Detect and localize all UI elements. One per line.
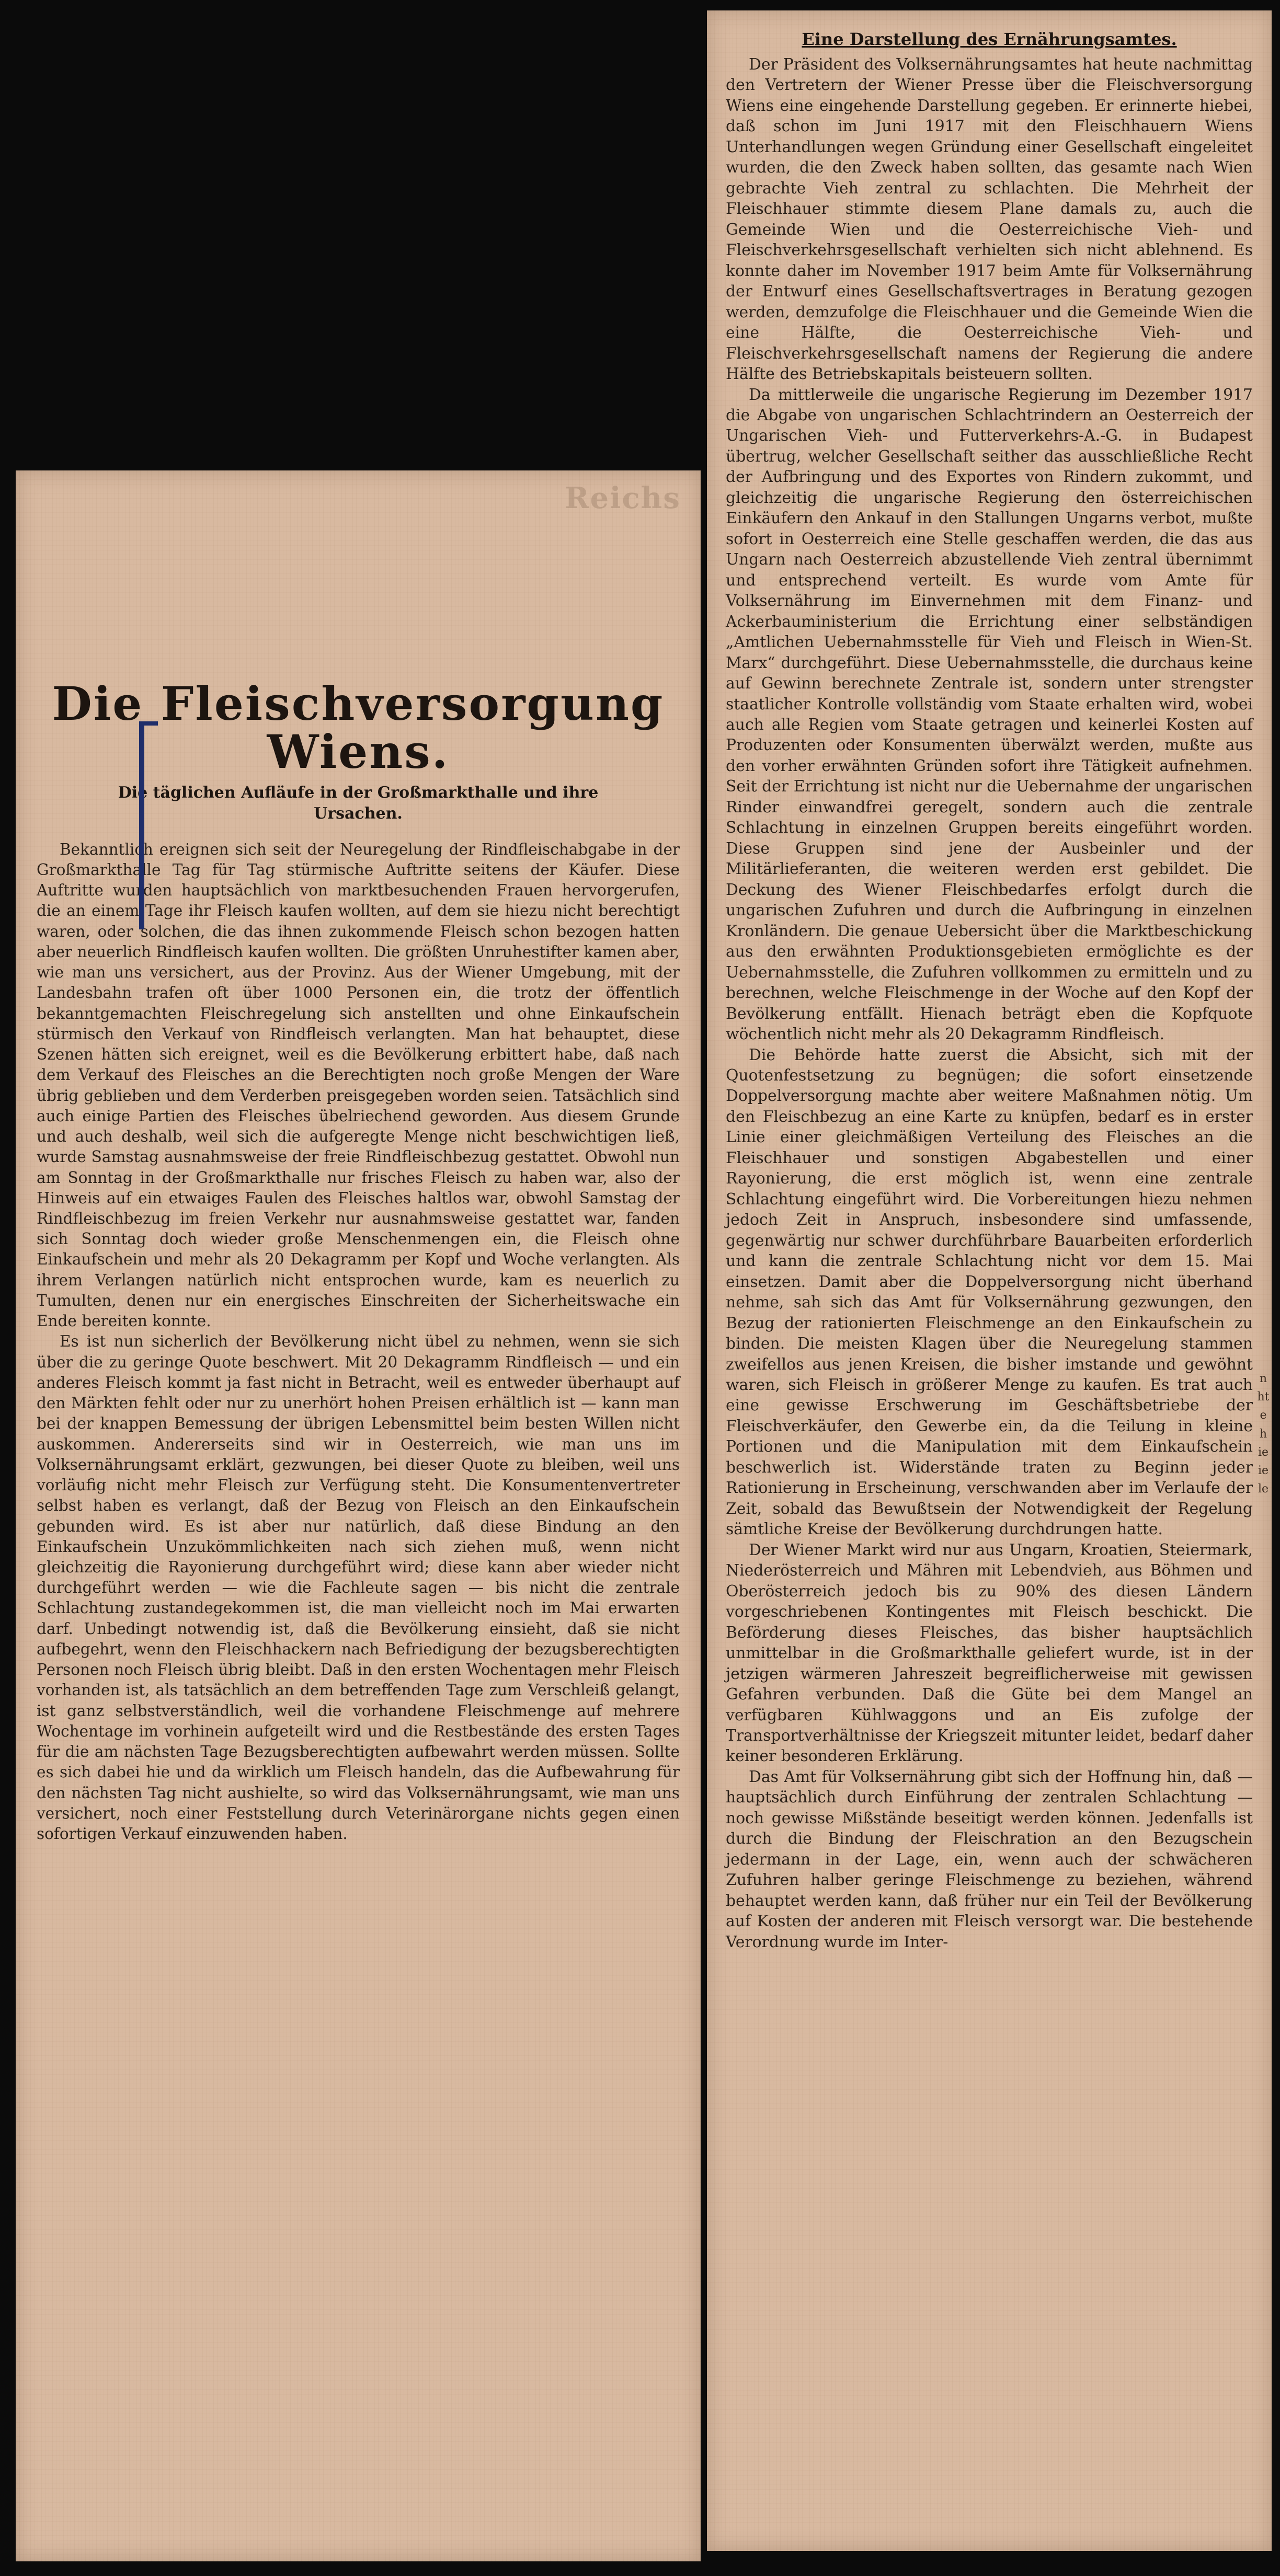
left-paragraph-2: Es ist nun sicherlich der Bevölkerung nicht übel zu nehmen, wenn sie sich über die zu geringe Quote beschwert. Mit 20 Dekagramm Rindfleisch — und ein anderes Fleisch kommt ja fast nicht in Betracht, weil es entweder überhaupt auf den Märkten fehlt oder nur zu unerhört hohen Preisen erhältlich ist — kann man bei der knappen Bemessung der übrigen Lebensmittel beim besten Willen nicht auskommen. Andererseits sind wir in Oesterreich, wie man uns im Volksernährungsamt erklärt, gezwungen, bei dieser Quote zu bleiben, weil uns vorläufig nicht mehr Fleisch zur Verfügung steht. Die Konsumentenvertreter selbst haben es verlangt, daß der Bezug von Fleisch an den Einkaufschein gebunden wird. Es ist aber nur natürlich, daß diese Bindung an den Einkaufschein Unzukömmlichkeiten nach sich ziehen muß, wenn nicht gleichzeitig die Rayonierung durchgeführt wird; diese kann aber wieder nicht durchgeführt werden — wie die Fachleute sagen — bis nicht die zentrale Schlachtung zustandegekommen ist, die man vielleicht noch im Mai erwarten darf. Unbedingt notwendig ist, daß die Bevölkerung einsieht, daß sie nicht aufbegehrt, wenn den Fleischhackern nach Befriedigung der bezugsberechtigten Personen noch Fleisch übrig bleibt. Daß in den ersten Wochentagen mehr Fleisch vorhanden ist, als tatsächlich an dem betreffenden Tage zum Verschleiß gelangt, ist ganz selbstverständlich, weil die vorhandene Fleischmenge auf mehrere Wochentage im vorhinein aufgeteilt wird und die Restbestände des ersten Tages für die am nächsten Tage Bezugsberechtigten aufbewahrt werden müssen. Sollte es sich dabei hie und da wirklich um Fleisch handeln, das die Aufbewahrung für den nächsten Tag nicht aushielte, so wird das Volksernährungsamt, wie man uns versichert, noch einer Feststellung durch Veterinärorgane nichts gegen einen sofortigen Verkauf einzuwenden haben. (37, 1332, 680, 1843)
left-column-body (37, 840, 680, 1844)
margin-fragment: ht (1257, 1390, 1270, 1404)
margin-fragment: e (1260, 1409, 1267, 1422)
section-heading: Eine Darstellung des Ernährungsamtes. (802, 29, 1177, 49)
right-column-body (726, 54, 1253, 1952)
article-title-line-1: Die Fleischversorgung (52, 676, 665, 731)
article-title-line-2: Wiens. (267, 724, 450, 779)
article-subtitle: Die täglichen Aufläufe in der Großmarkthalle und ihre Ursachen. (118, 783, 599, 823)
newspaper-clipping-right (707, 10, 1272, 2551)
margin-fragment: ie (1258, 1445, 1269, 1459)
right-paragraph-4: Der Wiener Markt wird nur aus Ungarn, Kroatien, Steiermark, Niederösterreich und Mähren mit Lebendvieh, aus Böhmen und Oberösterreich jedoch bis zu 90% des diesen Ländern vorgeschriebenen Kontingentes mit Fleisch beschickt. Die Beförderung dieses Fleisches, das bisher hauptsächlich unmittelbar in die Großmarkthalle geliefert wurde, ist in der jetzigen wärmeren Jahreszeit begreiflicherweise mit gewissen Gefahren verbunden. Daß die Güte bei dem Mangel an verfügbaren Kühlwaggons und an Eis zufolge der Transportverhältnisse der Kriegszeit mitunter leidet, bedarf daher keiner besonderen Erklärung. (726, 1540, 1253, 1766)
right-paragraph-1: Der Präsident des Volksernährungsamtes hat heute nachmittag den Vertretern der Wiener Presse über die Fleischversorgung Wiens eine eingehende Darstellung gegeben. Er erinnerte hiebei, daß schon im Juni 1917 mit den Fleischhauern Wiens Unterhandlungen wegen Gründung einer Gesellschaft eingeleitet wurden, die den Zweck haben sollten, das gesamte nach Wien gebrachte Vieh zentral zu schlachten. Die Mehrheit der Fleischhauer stimmte diesem Plane damals zu, auch die Gemeinde Wien und die Oesterreichische Vieh- und Fleischverkehrsgesellschaft verhielten sich nicht ablehnend. Es konnte daher im November 1917 beim Amte für Volksernährung der Entwurf eines Gesellschaftsvertrages in Beratung gezogen werden, demzufolge die Fleischhauer und die Gemeinde Wien die eine Hälfte, die Oesterreichische Vieh- und Fleischverkehrsgesellschaft namens der Regierung die andere Hälfte des Betriebskapitals beisteuern sollten. (726, 55, 1253, 384)
margin-fragment: n (1259, 1372, 1267, 1385)
margin-fragment: ie (1258, 1464, 1269, 1477)
right-paragraph-5: Das Amt für Volksernährung gibt sich der Hoffnung hin, daß — hauptsächlich durch Einführung der zentralen Schlachtung — noch gewisse Mißstände beseitigt werden können. Jedenfalls ist durch die Bindung der Fleischration an den Bezugschein jedermann in der Lage, ein, wenn auch der schwächeren Zufuhren halber geringe Fleischmenge zu beziehen, während behauptet werden kann, daß früher nur ein Teil der Bevölkerung auf Kosten der anderen mit Fleisch versorgt war. Die bestehende Verordnung wurde im Inter- (726, 1767, 1253, 1951)
article-title (37, 676, 680, 779)
left-paragraph-1: Bekanntlich ereignen sich seit der Neuregelung der Rindfleischabgabe in der Großmarkthalle Tag für Tag stürmische Auftritte seitens der Käufer. Diese Auftritte wurden hauptsächlich von marktbesuchenden Frauen hervorgerufen, die an einem Tage ihr Fleisch kaufen wollten, auf dem sie hiezu nicht berechtigt waren, oder solchen, die das ihnen zukommende Fleisch schon bezogen hatten aber neuerlich Rindfleisch kaufen wollten. Die größten Unruhestifter kamen aber, wie man uns versichert, aus der Provinz. Aus der Wiener Umgebung, mit der Landesbahn trafen oft über 1000 Personen ein, die trotz der öffentlich bekanntgemachten Fleischregelung sich anstellten und ohne Einkaufschein stürmisch den Verkauf von Rindfleisch verlangten. Man hat behauptet, diese Szenen hätten sich ereignet, weil es die Bevölkerung erbittert habe, daß nach dem Verkauf des Fleisches an die Berechtigten noch große Mengen der Ware übrig geblieben und dem Verderben preisgegeben worden seien. Tatsächlich sind auch einige Partien des Fleisches übelriechend geworden. Aus diesem Grunde und auch deshalb, weil sich die aufgeregte Menge nicht beschwichtigen ließ, wurde Samstag ausnahmsweise der freie Rindfleischbezug gestattet. Obwohl nun am Sonntag in der Großmarkthalle nur frisches Fleisch zu haben war, also der Hinweis auf ein etwaiges Faulen des Fleisches haltlos war, obwohl Samstag der Rindfleischbezug im freien Verkehr nur ausnahmsweise gestattet war, fanden sich Sonntag doch wieder große Menschenmengen ein, die Fleisch ohne Einkaufschein und mehr als 20 Dekagramm per Kopf und Woche verlangten. Als ihrem Verlangen natürlich nicht entsprochen wurde, kam es neuerlich zu Tumulten, denen nur ein energisches Einschreiten der Sicherheitswache ein Ende bereiten konnte. (37, 840, 680, 1330)
faint-masthead-fragment: Reichs (565, 481, 681, 515)
margin-fragment: le (1258, 1482, 1269, 1496)
margin-fragments (1257, 1370, 1270, 1498)
right-paragraph-2: Da mittlerweile die ungarische Regierung im Dezember 1917 die Abgabe von ungarischen Schlachtrindern an Oesterreich der Ungarischen Vieh- und Futterverkehrs-A.-G. in Budapest übertrug, welcher Gesellschaft seither das ausschließliche Recht der Aufbringung und des Exportes von Rindern zukommt, und gleichzeitig die ungarische Regierung den österreichischen Einkäufern den Ankauf in den Stallungen Ungarns verbot, mußte sofort in Oesterreich eine Stelle geschaffen werden, die das aus Ungarn nach Oesterreich abzustellende Vieh zentral übernimmt und entsprechend verteilt. Es wurde vom Amte für Volksernährung im Einvernehmen mit dem Finanz- und Ackerbauministerium die Errichtung einer selbständigen „Amtlichen Uebernahmsstelle für Vieh und Fleisch in Wien-St. Marx“ durchgeführt. Diese Uebernahmsstelle, die durchaus keine auf Gewinn berechnete Zentrale ist, sondern unter strengster staatlicher Kontrolle vollständig vom Staate erhalten wird, wobei auch alle Regien vom Staate getragen und keinerlei Kosten auf Produzenten oder Konsumenten überwälzt werden, mußte aus den vorher erwähnten Gründen sofort ihre Tätigkeit aufnehmen. Seit der Errichtung ist nicht nur die Uebernahme der ungarischen Rinder einwandfrei geregelt, sondern auch die zentrale Schlachtung in einzelnen Gruppen bereits eingeführt worden. Diese Gruppen sind jene der Ausbeinler und der Militärlieferanten, die weiteren werden erst gebildet. Die Deckung des Wiener Fleischbedarfes erfolgt durch die ungarischen Zufuhren und durch die Aufbringung in einzelnen Kronländern. Die genaue Uebersicht über die Marktbeschickung aus den erwähnten Produktionsgebieten ermöglichte es der Uebernahmsstelle, die Zufuhren vollkommen zu ermitteln und zu berechnen, welche Fleischmenge in der Woche auf den Kopf der Bevölkerung entfällt. Hienach beträgt eben die Kopfquote wöchentlich nicht mehr als 20 Dekagramm Rindfleisch. (726, 385, 1253, 1044)
right-paragraph-3: Die Behörde hatte zuerst die Absicht, sich mit der Quotenfestsetzung zu begnügen; die sofort einsetzende Doppelversorgung machte aber weitere Maßnahmen nötig. Um den Fleischbezug an eine Karte zu knüpfen, bedarf es in erster Linie einer gleichmäßigen Verteilung des Fleisches an die Fleischhauer und sonstigen Abgabestellen und einer Rayonierung, die erst möglich ist, wenn eine zentrale Schlachtung eingeführt wird. Die Vorbereitungen hiezu nehmen jedoch Zeit in Anspruch, insbesondere sind umfassende, gegenwärtig nur schwer durchführbare Bauarbeiten erforderlich und kann die zentrale Schlachtung nicht vor dem 15. Mai einsetzen. Damit aber die Doppelversorgung nicht überhand nehme, sah sich das Amt für Volksernährung gezwungen, den Bezug der rationierten Fleischmenge an den Einkaufschein zu binden. Die meisten Klagen über die Neuregelung stammen zweifellos aus jenen Kreisen, die bisher imstande und gewöhnt waren, sich Fleisch in größerer Menge zu kaufen. Es trat auch eine gewisse Erschwerung im Geschäftsbetriebe der Fleischverkäufer, den Gewerbe ein, da die Teilung in kleine Portionen und die Manipulation mit dem Einkaufschein beschwerlich ist. Widerstände traten zu Beginn jeder Rationierung in Erscheinung, verschwanden aber im Verlaufe der Zeit, sobald das Bewußtsein der Notwendigkeit der Regelung sämtliche Kreise der Bevölkerung durchdrungen hatte. (726, 1045, 1253, 1539)
newspaper-clipping-left (16, 470, 701, 2561)
blue-pencil-bracket (139, 721, 158, 929)
margin-fragment: h (1259, 1427, 1267, 1441)
